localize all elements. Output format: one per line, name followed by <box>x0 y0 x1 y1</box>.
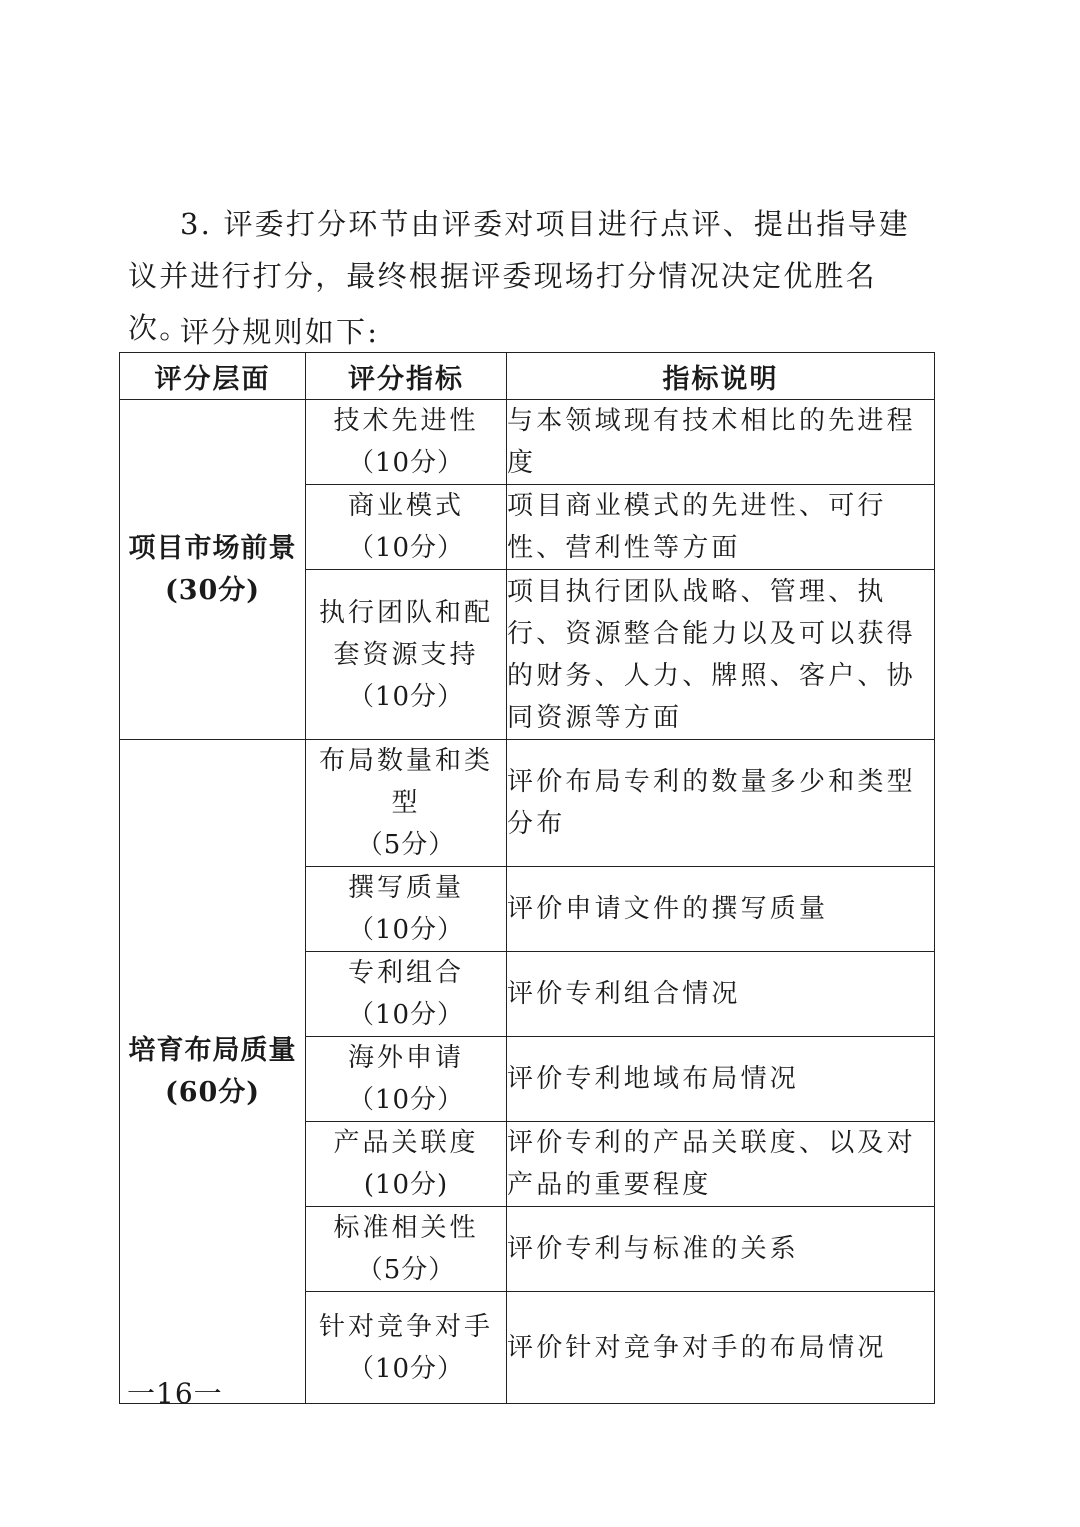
indicator-cell <box>306 570 507 740</box>
indicator-name: 技术先进性 <box>333 406 479 436</box>
indicator-score: （10分） <box>347 533 465 563</box>
intro-paragraph: 3. 评委打分环节由评委对项目进行点评、提出指导建议并进行打分，最终根据评委现场打分情况决定优胜名次。 <box>128 207 910 345</box>
scoring-rules-table <box>119 352 935 1404</box>
indicator-cell <box>306 485 507 570</box>
indicator-cell <box>306 1207 507 1292</box>
indicator-name: 海外申请 <box>347 1043 464 1073</box>
rules-heading: 评分规则如下: <box>180 315 380 349</box>
indicator-cell <box>306 740 507 867</box>
header-layer: 评分层面 <box>120 353 306 400</box>
indicator-score: （10分） <box>347 681 465 712</box>
indicator-cell <box>306 1122 507 1207</box>
description-cell: 评价申请文件的撰写质量 <box>507 867 935 952</box>
indicator-cell <box>306 1037 507 1122</box>
indicator-score: （5分） <box>356 1255 456 1285</box>
indicator-cell <box>306 1292 507 1404</box>
description-cell: 项目商业模式的先进性、可行性、营利性等方面 <box>507 485 935 570</box>
table-row <box>120 400 935 485</box>
table-header-row <box>120 353 935 400</box>
header-indicator: 评分指标 <box>306 353 507 400</box>
header-description: 指标说明 <box>507 353 935 400</box>
indicator-score: （10分） <box>347 915 465 945</box>
indicator-name: 针对竞争对手 <box>318 1311 493 1342</box>
description-cell: 评价专利的产品关联度、以及对产品的重要程度 <box>507 1122 935 1207</box>
indicator-cell <box>306 400 507 485</box>
indicator-name: 商业模式 <box>347 491 464 521</box>
description-cell: 与本领域现有技术相比的先进程度 <box>507 400 935 485</box>
indicator-score: （10分） <box>347 1353 465 1384</box>
description-cell: 评价针对竞争对手的布局情况 <box>507 1292 935 1404</box>
description-cell: 评价布局专利的数量多少和类型分布 <box>507 740 935 867</box>
page-number: 一16一 <box>127 1377 223 1410</box>
indicator-name: 产品关联度 <box>333 1128 479 1158</box>
indicator-name: 标准相关性 <box>333 1213 479 1243</box>
indicator-name: 布局数量和类型 <box>318 746 493 818</box>
indicator-cell <box>306 867 507 952</box>
layer-market-prospect: 项目市场前景(30分) <box>120 400 306 740</box>
description-cell: 评价专利与标准的关系 <box>507 1207 935 1292</box>
indicator-name: 执行团队和配套资源支持 <box>318 597 493 670</box>
indicator-cell <box>306 952 507 1037</box>
indicator-score: (10分) <box>363 1170 449 1200</box>
indicator-score: （10分） <box>347 1085 465 1115</box>
indicator-name: 专利组合 <box>347 958 464 988</box>
description-cell: 评价专利地域布局情况 <box>507 1037 935 1122</box>
layer-cultivation-quality: 培育布局质量(60分) <box>120 740 306 1404</box>
indicator-score: （5分） <box>356 830 456 860</box>
description-cell: 评价专利组合情况 <box>507 952 935 1037</box>
table-row <box>120 740 935 867</box>
description-cell: 项目执行团队战略、管理、执行、资源整合能力以及可以获得的财务、人力、牌照、客户、协同资源等方面 <box>507 570 935 740</box>
indicator-name: 撰写质量 <box>347 873 464 903</box>
indicator-score: （10分） <box>347 1000 465 1030</box>
indicator-score: （10分） <box>347 448 465 478</box>
